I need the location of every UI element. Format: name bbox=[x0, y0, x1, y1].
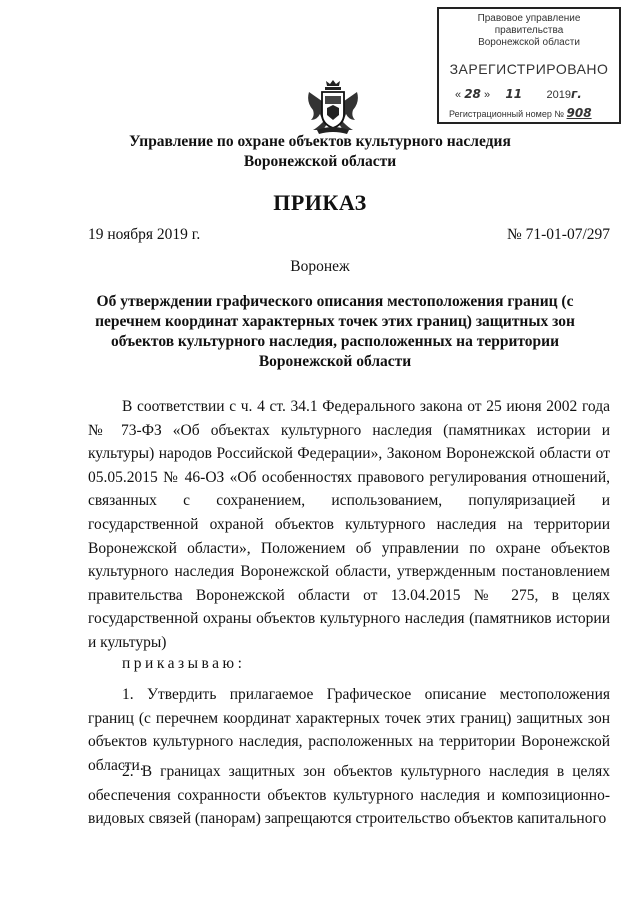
stamp-date-month: 11 bbox=[505, 87, 523, 101]
order-item-2: 2. В границах защитных зон объектов культурного наследия в целях обеспечения сохранности объектов культурного наследия и композиционно-видовых связей (панорам) запрещаются строительство объектов капитального bbox=[88, 763, 610, 828]
stamp-date: « 28 » 11 2019г. bbox=[455, 87, 582, 101]
stamp-date-prefix: « bbox=[455, 89, 462, 101]
stamp-org-line-1: Правовое управление правительства bbox=[477, 13, 581, 36]
stamp-org-line-2: Воронежской области bbox=[478, 37, 580, 48]
stamp-reg-label: Регистрационный номер № bbox=[449, 109, 565, 119]
stamp-status: ЗАРЕГИСТРИРОВАНО bbox=[449, 61, 609, 77]
stamp-date-year: 2019 bbox=[546, 89, 571, 101]
registration-stamp bbox=[437, 7, 621, 124]
stamp-date-day: 28 bbox=[464, 87, 481, 101]
document-date: 19 ноября 2019 г. bbox=[88, 226, 201, 243]
document-subject: Об утверждении графического описания местоположения границ (с перечнем координат характерных точек этих границ) защитных зон объектов культурного наследия, расположенных на территории Воронежской области bbox=[95, 293, 575, 370]
organization-line-2: Воронежской области bbox=[243, 153, 397, 170]
organization-line-1: Управление по охране объектов культурного наследия bbox=[129, 133, 511, 150]
stamp-organization bbox=[445, 13, 613, 49]
document-city: Воронеж bbox=[290, 258, 350, 275]
document-type: ПРИКАЗ bbox=[273, 190, 367, 215]
order-item-1: 1. Утвердить прилагаемое Графическое описание местоположения границ (с перечнем координат характерных точек этих границ) защитных зон объектов культурного наследия, расположенных на территории Воронежской области. bbox=[88, 686, 610, 774]
document-number: № 71-01-07/297 bbox=[506, 226, 610, 243]
coat-of-arms-icon bbox=[305, 78, 361, 136]
order-word: приказываю: bbox=[122, 655, 246, 672]
organization-name bbox=[0, 132, 640, 172]
stamp-date-year-suffix: г. bbox=[571, 87, 582, 101]
stamp-reg-number: 908 bbox=[566, 106, 592, 120]
preamble-paragraph: В соответствии с ч. 4 ст. 34.1 Федерального закона от 25 июня 2002 года № 73-ФЗ «Об объектах культурного наследия (памятниках истории и культуры) народов Российской Федерации», Законом Воронежской области от 05.05.2015 № 46-ОЗ «Об особенностях правового регулирования отношений, связанных с сохранением, использованием, популяризацией и государственной охраной объектов культурного наследия на территории Воронежской области», Положением об управлении по охране объектов культурного наследия Воронежской области, утвержденным постановлением правительства Воронежской области от 13.04.2015 № 275, в целях государственной охраны объектов культурного наследия (памятников истории и культуры) bbox=[88, 398, 610, 651]
stamp-registration bbox=[449, 106, 592, 120]
